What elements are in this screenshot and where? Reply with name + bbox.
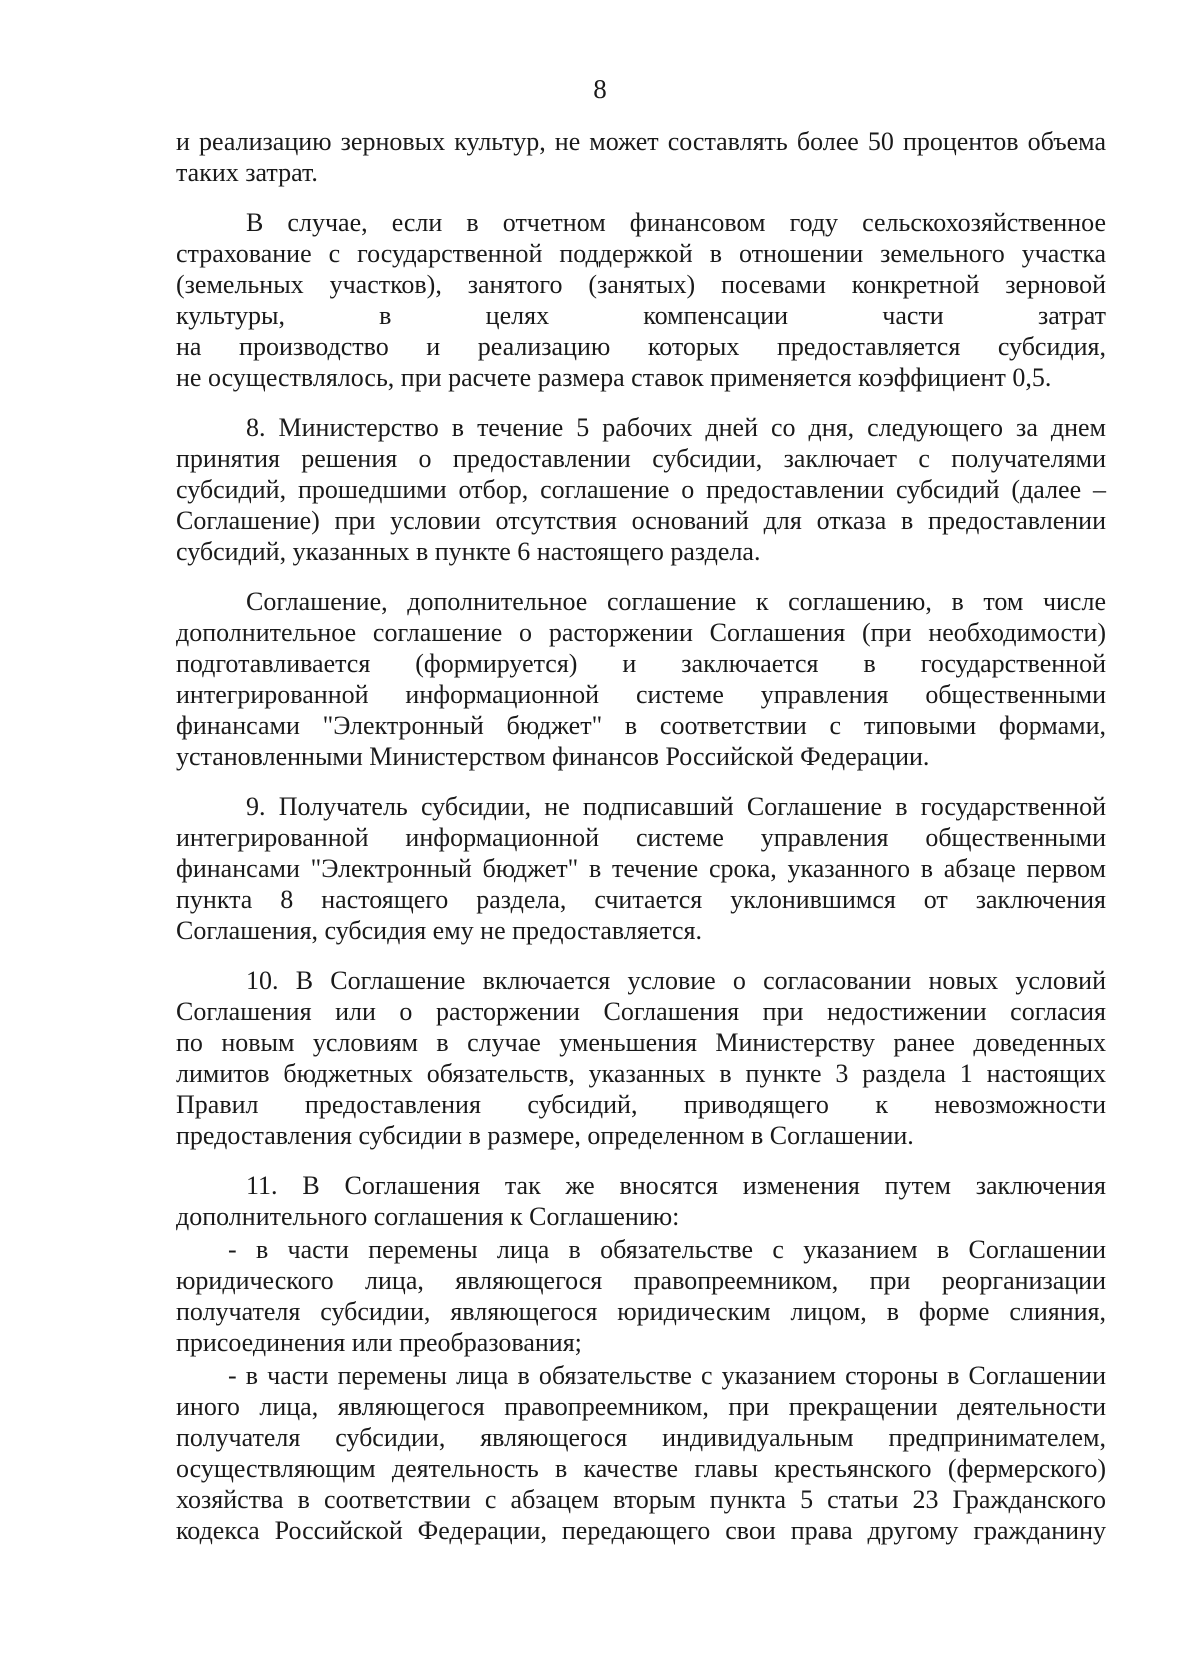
list-item-entrepreneur [176,1360,1106,1546]
text-line: получателя субсидии, являющегося индивидуальным предпринимателем, [176,1423,1106,1452]
paragraph-continuation [176,126,1106,188]
text-line: финансами "Электронный бюджет" в соответствии с типовыми формами, [176,711,1106,740]
text-line: и реализацию зерновых культур, не может составлять более 50 процентов объема [176,127,1106,156]
paragraph-item-8 [176,412,1106,567]
text-line: предоставления субсидии в размере, определенном в Соглашении. [176,1121,914,1150]
text-line: субсидий, прошедшими отбор, соглашение о предоставлении субсидий (далее – [176,475,1106,504]
text-line: юридического лица, являющегося правопреемником, при реорганизации [176,1266,1106,1295]
text-line: пункта 8 настоящего раздела, считается уклонившимся от заключения [176,885,1106,914]
text-line: Соглашения, субсидия ему не предоставляется. [176,916,702,945]
text-line: интегрированной информационной системе управления общественными [176,823,1106,852]
text-line: (земельных участков), занятого (занятых) посевами конкретной зерновой [176,270,1106,299]
text-line: получателя субсидии, являющегося юридическим лицом, в форме слияния, [176,1297,1106,1326]
text-line: присоединения или преобразования; [176,1328,582,1357]
text-line: Правил предоставления субсидий, приводящего к невозможности [176,1090,1106,1119]
text-line: интегрированной информационной системе управления общественными [176,680,1106,709]
text-line: 9. Получатель субсидии, не подписавший Соглашение в государственной [246,792,1106,821]
text-line: - в части перемены лица в обязательстве с указанием в Соглашении [228,1235,1106,1264]
text-line: страхование с государственной поддержкой в отношении земельного участка [176,239,1106,268]
text-line: по новым условиям в случае уменьшения Министерству ранее доведенных [176,1028,1106,1057]
text-line: осуществляющим деятельность в качестве главы крестьянского (фермерского) [176,1454,1106,1483]
list-item-legal-entity [176,1234,1106,1358]
text-line: иного лица, являющегося правопреемником, при прекращении деятельности [176,1392,1106,1421]
text-line: Соглашение, дополнительное соглашение к соглашению, в том числе [246,587,1106,616]
text-line: не осуществлялось, при расчете размера ставок применяется коэффициент 0,5. [176,363,1052,392]
text-line: хозяйства в соответствии с абзацем вторым пункта 5 статьи 23 Гражданского [176,1485,1106,1514]
text-line: 11. В Соглашения так же вносятся изменения путем заключения [246,1171,1106,1200]
text-line: субсидий, указанных в пункте 6 настоящего раздела. [176,537,761,566]
paragraph-item-11 [176,1170,1106,1232]
text-line: 8. Министерство в течение 5 рабочих дней со дня, следующего за днем [246,413,1106,442]
text-line: 10. В Соглашение включается условие о согласовании новых условий [246,966,1106,995]
page-number: 8 [593,74,607,104]
text-line: установленными Министерством финансов Российской Федерации. [176,742,930,771]
text-line: Соглашения или о расторжении Соглашения при недостижении согласия [176,997,1106,1026]
text-line: финансами "Электронный бюджет" в течение срока, указанного в абзаце первом [176,854,1106,883]
text-line: таких затрат. [176,158,318,187]
paragraph-item-9 [176,791,1106,946]
text-line: кодекса Российской Федерации, передающего свои права другому гражданину [176,1516,1106,1545]
text-line: В случае, если в отчетном финансовом году сельскохозяйственное [246,208,1106,237]
document-body [176,126,1106,1546]
text-line: принятия решения о предоставлении субсидии, заключает с получателями [176,444,1106,473]
text-line: лимитов бюджетных обязательств, указанных в пункте 3 раздела 1 настоящих [176,1059,1106,1088]
text-line: на производство и реализацию которых предоставляется субсидия, [176,332,1106,361]
text-line: подготавливается (формируется) и заключается в государственной [176,649,1106,678]
paragraph-item-10 [176,965,1106,1151]
paragraph-insurance-coefficient [176,207,1106,393]
text-line: - в части перемены лица в обязательстве с указанием стороны в Соглашении [228,1361,1106,1390]
text-line: дополнительное соглашение о расторжении Соглашения (при необходимости) [176,618,1106,647]
text-line: дополнительного соглашения к Соглашению: [176,1202,680,1231]
paragraph-agreement-forms [176,586,1106,772]
text-line: Соглашение) при условии отсутствия оснований для отказа в предоставлении [176,506,1106,535]
text-line: культуры, в целях компенсации части затрат [176,301,1106,330]
